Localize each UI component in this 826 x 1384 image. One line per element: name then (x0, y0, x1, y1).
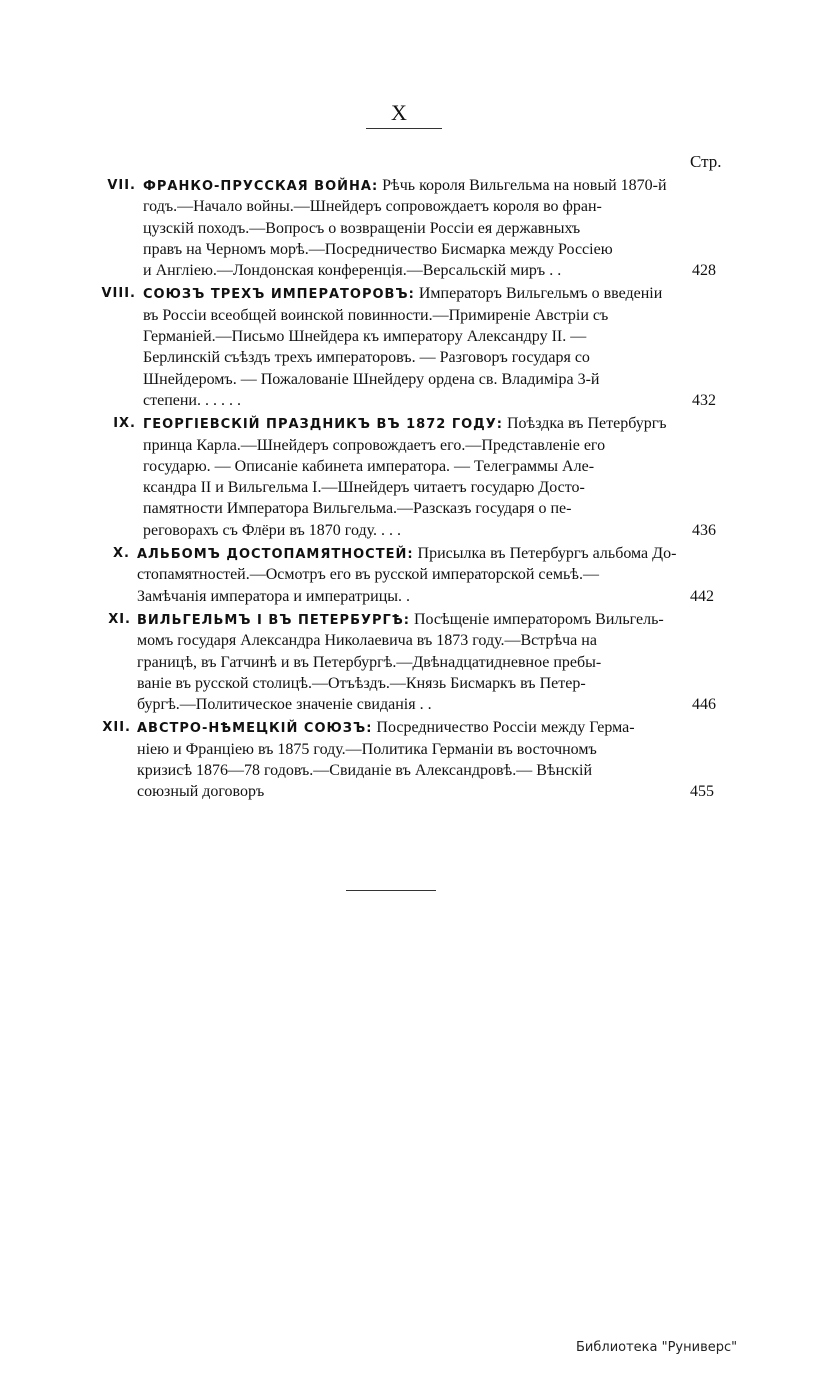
chapter-title: СОЮЗЪ ТРЕХЪ ИМПЕРАТОРОВЪ: (143, 287, 415, 303)
toc-line-text: и Англіею.—Лондонская конференція.—Версальскій миръ . . (143, 262, 562, 280)
header-rule (366, 128, 442, 129)
toc-line (0, 175, 826, 196)
chapter-number: IX. (113, 416, 136, 432)
chapter-summary: Посредничество Россіи между Герма- (372, 719, 635, 737)
toc-line: памятности Императора Вильгельма.—Разсказъ государя о пе- (143, 500, 572, 518)
toc-line: Германіей.—Письмо Шнейдера къ императору Александру II. — (143, 328, 587, 346)
toc-line (0, 390, 826, 411)
toc-line (0, 260, 826, 281)
chapter-summary: Поѣздка въ Петербургъ (502, 415, 667, 433)
page-reference: 446 (692, 696, 716, 714)
toc-line-text: Замѣчанія императора и императрицы. . (137, 587, 411, 605)
toc-line (0, 413, 826, 434)
chapter-number: X. (113, 546, 130, 562)
toc-line: ніею и Франціею въ 1875 году.—Политика Германіи въ восточномъ (137, 740, 597, 758)
toc-entry (0, 717, 826, 802)
page-reference: 442 (690, 587, 714, 605)
toc-line: Шнейдеромъ. — Пожалованіе Шнейдеру ордена св. Владиміра 3-й (143, 370, 600, 388)
chapter-title: АВСТРО-НѢМЕЦКІЙ СОЮЗЪ: (137, 721, 373, 737)
toc-line: правъ на Черномъ морѣ.—Посредничество Бисмарка между Россіею (143, 240, 613, 258)
toc-entry (0, 543, 826, 607)
chapter-summary: Присылка въ Петербургъ альбома До- (413, 545, 677, 563)
toc-line (0, 694, 826, 715)
page-reference: 455 (690, 783, 714, 801)
chapter-number: VII. (107, 178, 136, 193)
page-column-label: Стр. (690, 152, 722, 171)
toc-line: Берлинскій съѣздъ трехъ императоровъ. — Разговоръ государя со (143, 349, 590, 367)
toc-line (0, 717, 826, 738)
toc-line: годъ.—Начало войны.—Шнейдеръ сопровождаетъ короля во фран- (143, 198, 602, 216)
footer-rule (346, 890, 436, 891)
toc-entry (0, 283, 826, 411)
chapter-summary: Рѣчь короля Вильгельма на новый 1870-й (378, 177, 667, 194)
chapter-title: ГЕОРГІЕВСКІЙ ПРАЗДНИКЪ ВЪ 1872 ГОДУ: (143, 417, 503, 433)
toc-entry (0, 609, 826, 715)
toc-line: кризисѣ 1876—78 годовъ.—Свиданіе въ Александровѣ.— Вѣнскій (137, 762, 593, 780)
toc-line (0, 543, 826, 564)
library-watermark: Библиотека "Руниверс" (576, 1340, 738, 1355)
chapter-number: XII. (102, 720, 131, 736)
toc-line-text: союзный договоръ (137, 783, 265, 801)
toc-line-text: бургѣ.—Политическое значеніе свиданія . . (137, 696, 432, 714)
toc-line: ксандра II и Вильгельма I.—Шнейдеръ читаетъ государю Досто- (143, 479, 585, 497)
toc-line: цузскій походъ.—Вопросъ о возвращеніи Россіи ея державныхъ (143, 219, 581, 237)
chapter-number: VIII. (101, 286, 136, 302)
page-reference: 436 (692, 521, 716, 539)
toc-line (0, 609, 826, 630)
toc-line: ваніе въ русской столицѣ.—Отъѣздъ.—Князь Бисмаркъ въ Петер- (137, 674, 586, 692)
toc-line: принца Карла.—Шнейдеръ сопровождаетъ его.—Представленіе его (143, 436, 606, 454)
toc-line: въ Россіи всеобщей воинской повинности.—Примиреніе Австріи съ (143, 306, 609, 324)
toc-line: границѣ, въ Гатчинѣ и въ Петербургѣ.—Двѣнадцатидневное пребы- (137, 653, 602, 671)
chapter-title: АЛЬБОМЪ ДОСТОПАМЯТНОСТЕЙ: (137, 547, 414, 563)
page-reference: 428 (692, 262, 716, 280)
toc-line (0, 586, 826, 607)
chapter-summary: Посѣщеніе императоромъ Вильгель- (409, 610, 664, 628)
toc-line (0, 283, 826, 304)
chapter-title: ВИЛЬГЕЛЬМЪ I ВЪ ПЕТЕРБУРГѢ: (137, 612, 410, 628)
toc-line-text: степени. . . . . . (143, 391, 241, 409)
toc-line (0, 781, 826, 802)
toc-line: государю. — Описаніе кабинета императора. — Телеграммы Але- (143, 457, 595, 475)
toc-line: момъ государя Александра Николаевича въ 1873 году.—Встрѣча на (137, 632, 597, 650)
chapter-title: ФРАНКО-ПРУССКАЯ ВОЙНА: (143, 179, 379, 194)
page-number: X (391, 100, 407, 125)
chapter-summary: Императоръ Вильгельмъ о введеніи (414, 285, 663, 303)
chapter-number: XI. (108, 611, 131, 627)
toc-line (0, 520, 826, 541)
table-of-contents (0, 175, 826, 805)
toc-entry (0, 413, 826, 541)
toc-entry (0, 175, 826, 281)
toc-line: стопамятностей.—Осмотръ его въ русской императорской семьѣ.— (137, 566, 599, 584)
toc-line-text: реговорахъ съ Флёри въ 1870 году. . . . (143, 521, 402, 539)
page-reference: 432 (692, 391, 716, 409)
